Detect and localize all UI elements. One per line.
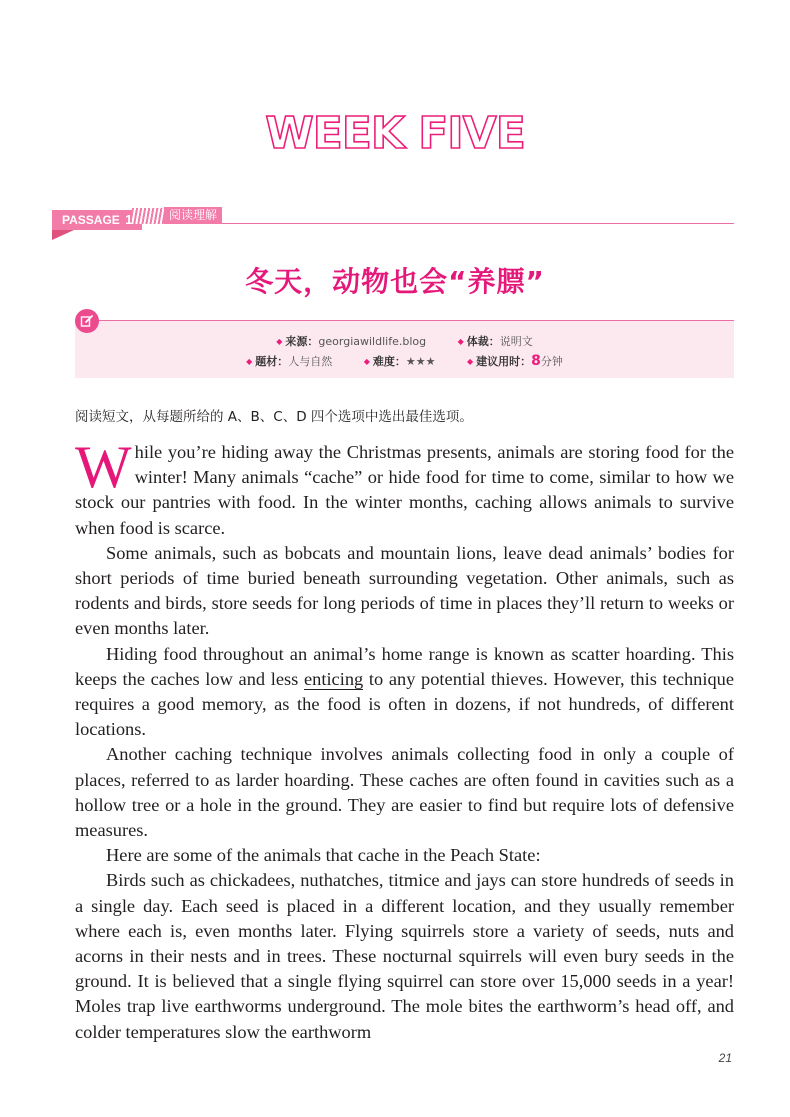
- time-item: ◆ 建议用时：8分钟: [467, 353, 563, 369]
- passage-label: PASSAGE: [62, 213, 120, 227]
- info-box: [75, 320, 734, 378]
- paragraph-4: Another caching technique involves animals collecting food in only a couple of places, referred to as larder hoarding. These caches are often found in cavities such as a hollow tree or a hole in the ground. They are easier to find but require lots of defensive measures.: [75, 744, 734, 841]
- underlined-word: enticing: [303, 668, 364, 689]
- header-rule: [132, 223, 734, 224]
- info-line-2: [75, 353, 734, 369]
- paragraph-1: While you’re hiding away the Christmas presents, animals are storing food for the winter! Many animals “cache” or hide food for time to come, similar to how we stock our pantries with food. In the winter months, caching allows animals to survive when food is scarce.: [75, 434, 734, 538]
- paragraph-3: Hiding food throughout an animal’s home range is known as scatter hoarding. This keeps the caches low and less enticing to any potential thieves. However, this technique requires a good memory, as the food is often in dozens, if not hundreds, of different locations.: [75, 643, 735, 740]
- topic-item: ◆ 题材：人与自然: [246, 355, 333, 368]
- paragraph-2: Some animals, such as bobcats and mountain lions, leave dead animals’ bodies for short periods of time buried beneath surrounding vegetation. Other animals, such as rodents and birds, store seeds for long periods of time in places they’ll return to weeks or even months later.: [75, 542, 734, 639]
- info-line-1: [75, 333, 734, 349]
- passage-number: 1: [125, 212, 133, 227]
- difficulty-item: ◆ 难度：★★★: [363, 355, 436, 368]
- tag-fold-decoration: [52, 230, 74, 240]
- instruction-text: 阅读短文，从每题所给的 A、B、C、D 四个选项中选出最佳选项。: [75, 409, 473, 425]
- passage-tag: [52, 210, 142, 230]
- paragraph-6: Birds such as chickadees, nuthatches, titmice and jays can store hundreds of seeds in a single day. Each seed is placed in a different location, and they usually remember where each is, even months later. Flying squirrels store a variety of seeds, nuts and acorns in their nests and in trees. These nocturnal squirrels will even bury seeds in the ground. It is believed that a single flying squirrel can store over 15,000 seeds in a year! Moles trap live earthworms underground. The mole bites the earthworm’s head off, and colder temperatures slow the earthworm: [75, 870, 734, 1042]
- genre-item: ◆ 体裁：说明文: [457, 335, 533, 348]
- page-number: 21: [718, 1051, 732, 1065]
- week-title: WEEK FIVE: [265, 108, 525, 159]
- passage-tab-row: [52, 206, 734, 242]
- source-item: ◆ 来源：georgiawildlife.blog: [276, 335, 427, 348]
- pencil-edit-icon: [75, 309, 99, 333]
- passage-headline: 冬天，动物也会“养膘”: [245, 265, 545, 298]
- drop-cap: W: [75, 434, 132, 500]
- section-label: 阅读理解: [164, 207, 222, 224]
- paragraph-5: Here are some of the animals that cache in the Peach State:: [106, 845, 541, 866]
- passage-body: [75, 434, 735, 1045]
